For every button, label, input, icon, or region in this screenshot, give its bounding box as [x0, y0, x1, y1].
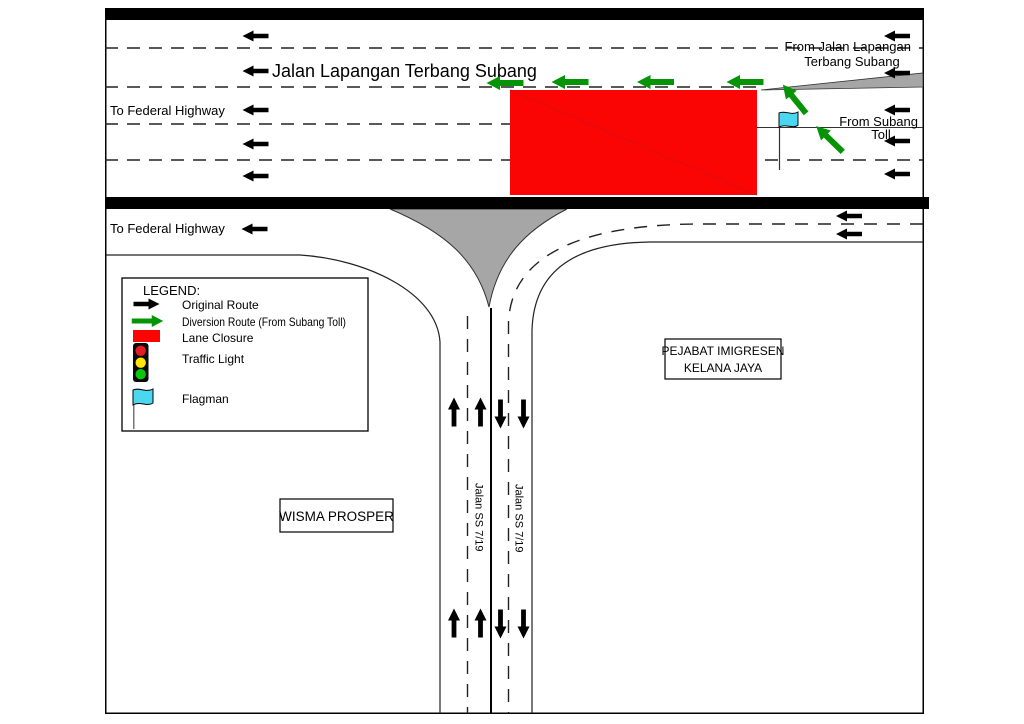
side-road-name-right: Jalan SS 7/19 — [512, 484, 525, 553]
legend-item-traffic-light: Traffic Light — [182, 352, 245, 366]
lower-road-centre-dashed — [509, 224, 924, 713]
original-route-arrow-down — [495, 610, 507, 639]
legend-title: LEGEND: — [143, 283, 201, 298]
side-road-name-left: Jalan SS 7/19 — [472, 483, 485, 552]
original-route-arrow-up — [448, 398, 460, 427]
traffic-light-yellow — [136, 358, 146, 368]
original-route-arrow — [884, 169, 910, 180]
lower-road-right-edge — [532, 242, 923, 713]
median-bar — [105, 197, 929, 209]
original-route-arrow-up — [448, 609, 460, 638]
main-road-label: Jalan Lapangan Terbang Subang — [272, 61, 537, 81]
original-route-arrow-up — [475, 609, 487, 638]
legend-lane-closure-swatch — [133, 330, 160, 342]
to-federal-highway-lower: To Federal Highway — [110, 221, 225, 236]
legend-flag-icon — [133, 389, 153, 405]
original-route-arrow — [243, 66, 269, 77]
original-route-arrow-down — [495, 400, 507, 429]
traffic-light-icon — [133, 343, 149, 382]
original-route-arrow — [243, 31, 269, 42]
from-subang-toll-line2: Toll — [871, 127, 891, 142]
original-route-arrow — [836, 211, 862, 222]
legend-item-lane-closure: Lane Closure — [182, 331, 254, 345]
legend-item-diversion-route: Diversion Route (From Subang Toll) — [182, 315, 346, 329]
legend-item-original-route: Original Route — [182, 298, 259, 312]
original-route-arrow — [243, 139, 269, 150]
from-jalan-lapangan-line1: From Jalan Lapangan — [784, 39, 911, 54]
from-jalan-lapangan-line2: Terbang Subang — [804, 54, 900, 69]
building-wisma — [279, 499, 394, 532]
flagman — [779, 112, 798, 170]
lane-closure — [510, 90, 757, 195]
original-route-arrow — [243, 171, 269, 182]
building-imigresen-line1: PEJABAT IMIGRESEN — [661, 344, 785, 358]
traffic-light-green — [136, 369, 146, 379]
flag-icon — [779, 112, 798, 127]
traffic-light-red — [136, 346, 146, 356]
original-route-arrow — [836, 229, 862, 240]
top-road-upper-kerb — [105, 8, 923, 20]
original-route-arrow-down — [518, 400, 530, 429]
original-route-arrow-up — [475, 398, 487, 427]
building-imigresen — [662, 339, 785, 379]
building-wisma-label: WISMA PROSPER — [279, 509, 394, 524]
original-route-arrow — [243, 105, 269, 116]
original-route-arrow-down — [518, 610, 530, 639]
legend-item-flagman: Flagman — [182, 392, 229, 406]
legend — [122, 278, 368, 431]
from-subang-toll-line1: From Subang — [839, 114, 918, 129]
original-route-arrow — [242, 224, 268, 235]
to-federal-highway-upper: To Federal Highway — [110, 103, 225, 118]
building-imigresen-line2: KELANA JAYA — [683, 361, 763, 375]
